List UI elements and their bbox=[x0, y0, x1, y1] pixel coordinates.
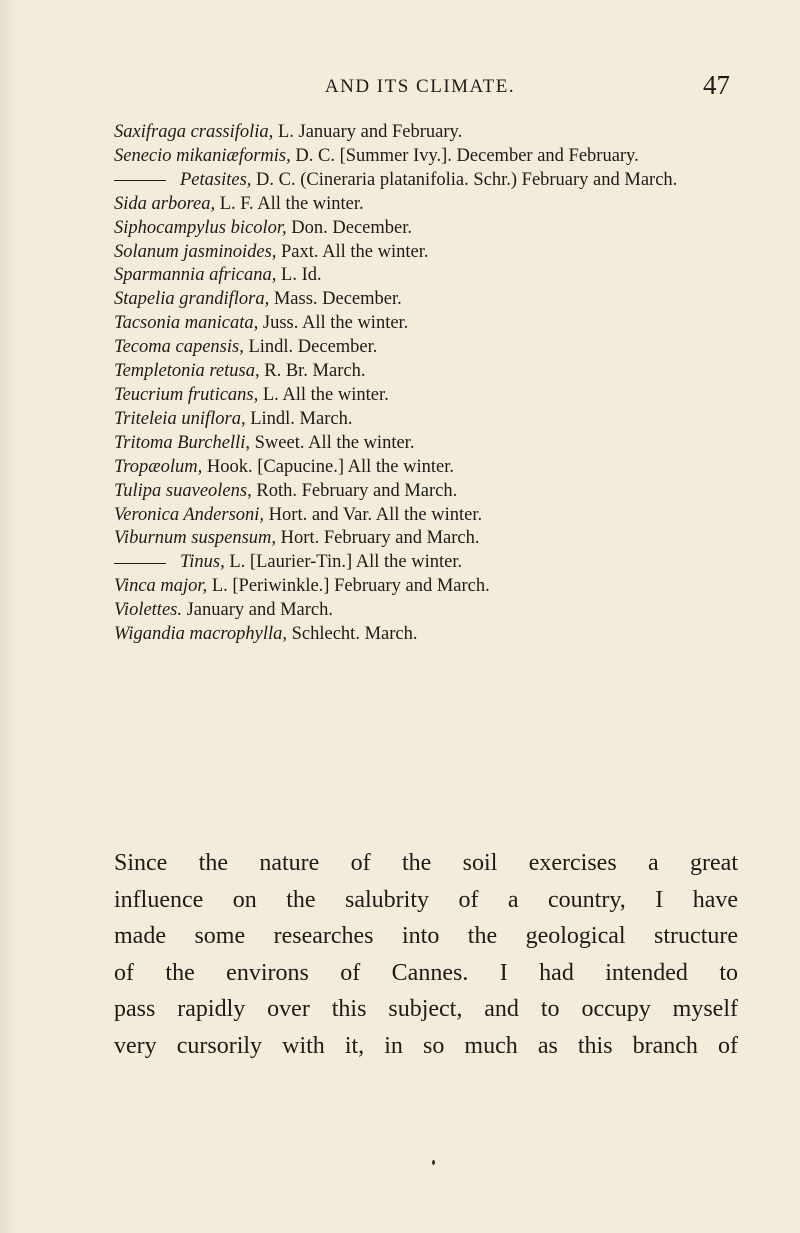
plant-name: Tinus, bbox=[180, 552, 225, 573]
list-entry bbox=[114, 336, 734, 360]
plant-name: Violettes. bbox=[114, 600, 182, 621]
paragraph-line: Since the nature of the soil exercises a great bbox=[114, 850, 738, 876]
body-paragraph bbox=[114, 845, 738, 1064]
plant-name: Solanum jasminoides, bbox=[114, 241, 277, 262]
plant-name: Triteleia uniflora, bbox=[114, 408, 246, 429]
list-entry bbox=[114, 217, 734, 241]
plant-name: Petasites, bbox=[180, 169, 252, 190]
entry-details: Lindl. December. bbox=[243, 337, 378, 358]
plant-name: Tritoma Burchelli, bbox=[114, 432, 251, 453]
plant-name: Saxifraga crassifolia, bbox=[114, 122, 274, 142]
paragraph-line: of the environs of Cannes. I had intended to bbox=[114, 959, 738, 986]
entry-details: D. C. (Cineraria platanifolia. Schr.) February and March. bbox=[251, 169, 678, 190]
entry-details: Schlecht. March. bbox=[287, 624, 418, 645]
entry-details: Juss. All the winter. bbox=[258, 313, 409, 334]
plant-name: Tulipa suaveolens, bbox=[114, 480, 252, 501]
list-entry bbox=[114, 408, 734, 432]
list-entry bbox=[114, 504, 734, 528]
plant-name: Templetonia retusa, bbox=[114, 361, 260, 382]
plant-name: Siphocampylus bicolor, bbox=[114, 217, 287, 238]
list-entry bbox=[114, 145, 734, 169]
page-number: 47 bbox=[703, 70, 730, 100]
list-entry bbox=[114, 527, 734, 551]
list-entry bbox=[114, 432, 734, 456]
ditto-dash bbox=[114, 563, 166, 564]
plant-name: Sida arborea, bbox=[114, 193, 216, 214]
plant-name: Senecio mikaniæformis, bbox=[114, 145, 291, 166]
paragraph-line: influence on the salubrity of a country, I have bbox=[114, 886, 738, 913]
ditto-dash bbox=[114, 180, 166, 181]
list-entry bbox=[114, 169, 734, 193]
entry-details: R. Br. March. bbox=[259, 361, 366, 382]
list-entry bbox=[114, 551, 734, 575]
list-entry bbox=[114, 312, 734, 336]
running-title: AND ITS CLIMATE. bbox=[324, 76, 516, 97]
plant-name: Vinca major, bbox=[114, 576, 208, 597]
entry-details: L. January and February. bbox=[273, 122, 463, 142]
list-entry bbox=[114, 360, 734, 384]
entry-details: Sweet. All the winter. bbox=[250, 432, 415, 453]
list-entry bbox=[114, 623, 734, 647]
list-entry bbox=[114, 121, 734, 145]
list-entry bbox=[114, 264, 734, 288]
plant-name: Tecoma capensis, bbox=[114, 337, 244, 358]
plant-name: Wigandia macrophylla, bbox=[114, 624, 287, 645]
entry-details: Hort. February and March. bbox=[276, 528, 480, 549]
entry-details: L. F. All the winter. bbox=[215, 193, 364, 214]
plant-name: Teucrium fruticans, bbox=[114, 384, 259, 405]
paragraph-line: very cursorily with it, in so much as this branch of bbox=[114, 1032, 738, 1059]
plant-name: Viburnum suspensum, bbox=[114, 528, 277, 549]
entry-details: Hort. and Var. All the winter. bbox=[264, 504, 483, 525]
paragraph-line: made some researches into the geological structure bbox=[114, 923, 738, 949]
running-head bbox=[110, 70, 730, 110]
list-entry bbox=[114, 456, 734, 480]
entry-details: L. Id. bbox=[276, 265, 322, 286]
plant-name: Tacsonia manicata, bbox=[114, 313, 259, 334]
plant-list bbox=[114, 121, 734, 647]
entry-details: January and March. bbox=[181, 600, 334, 621]
entry-details: Roth. February and March. bbox=[251, 480, 458, 501]
plant-name: Veronica Andersoni, bbox=[114, 504, 265, 525]
plant-name: Tropæolum, bbox=[114, 456, 203, 477]
entry-details: Don. December. bbox=[286, 217, 413, 238]
paragraph-line: pass rapidly over this subject, and to occupy myself bbox=[114, 996, 738, 1022]
list-entry bbox=[114, 575, 734, 599]
entry-details: Hook. [Capucine.] All the winter. bbox=[202, 456, 455, 477]
entry-details: L. All the winter. bbox=[258, 384, 389, 405]
entry-details: L. [Laurier-Tin.] All the winter. bbox=[224, 552, 463, 573]
plant-name: Sparmannia africana, bbox=[114, 265, 277, 286]
list-entry bbox=[114, 599, 734, 623]
list-entry bbox=[114, 384, 734, 408]
list-entry bbox=[114, 193, 734, 217]
plant-name: Stapelia grandiflora, bbox=[114, 289, 270, 310]
entry-details: Mass. December. bbox=[269, 289, 402, 310]
list-entry bbox=[114, 288, 734, 312]
list-entry bbox=[114, 241, 734, 265]
paper-speck bbox=[432, 1160, 435, 1165]
entry-details: Lindl. March. bbox=[245, 408, 353, 429]
entry-details: D. C. [Summer Ivy.]. December and February. bbox=[290, 145, 639, 166]
list-entry bbox=[114, 480, 734, 504]
entry-details: L. [Periwinkle.] February and March. bbox=[207, 576, 490, 597]
entry-details: Paxt. All the winter. bbox=[276, 241, 429, 262]
